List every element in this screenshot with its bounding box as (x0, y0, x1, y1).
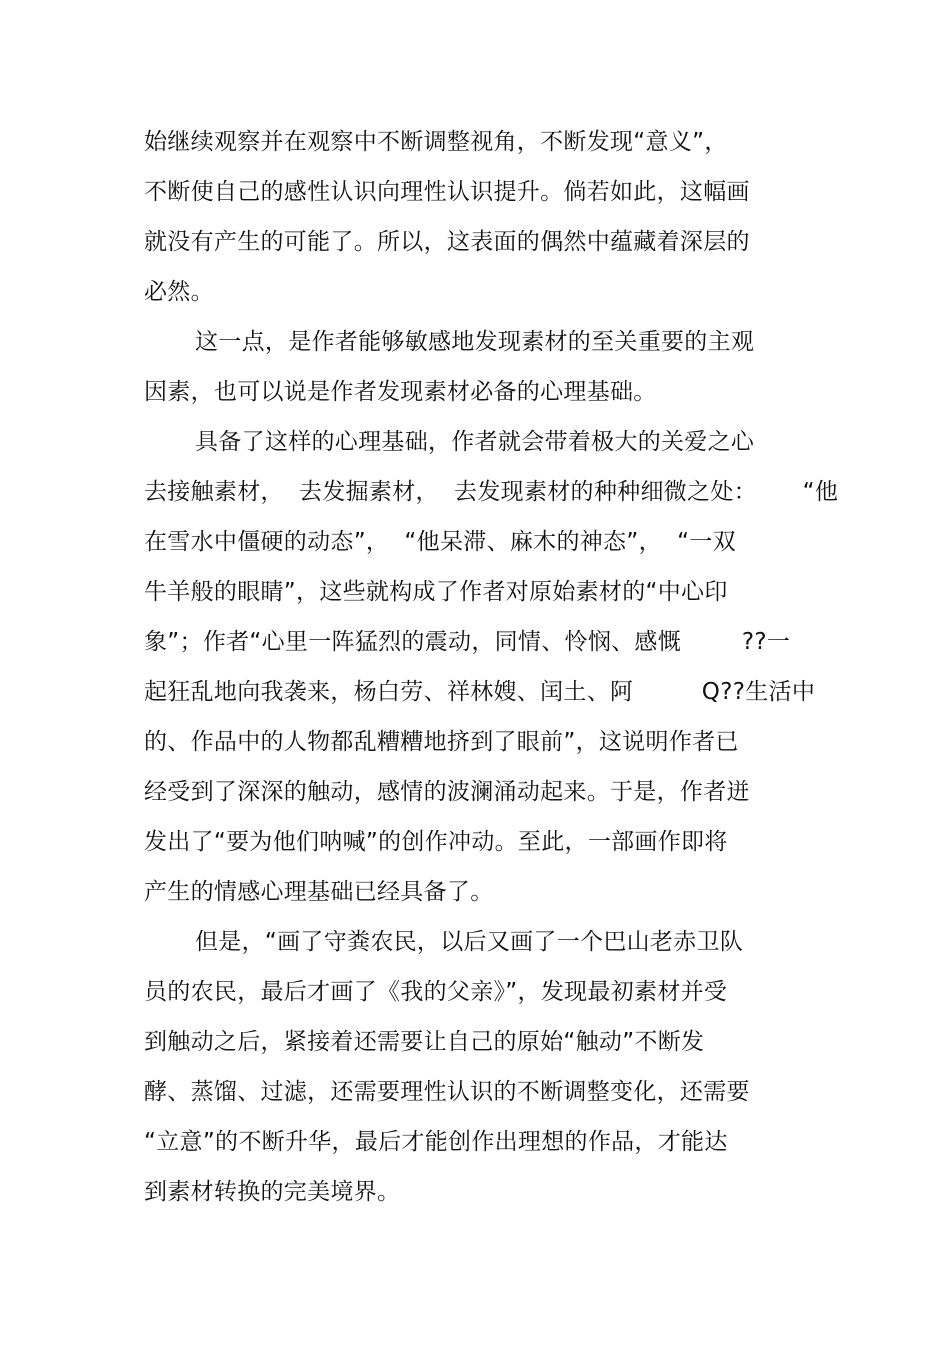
text-line: 起狂乱地向我袭来，杨白劳、祥林嫂、闰土、阿 Q??生活中 (144, 679, 816, 705)
text-line: 到触动之后，紧接着还需要让自己的原始“触动”不断发 (144, 1029, 705, 1055)
paragraph-first-line: 这一点，是作者能够敏感地发现素材的至关重要的主观 (195, 329, 755, 355)
text-line: 去接触素材， 去发掘素材， 去发现素材的种种细微之处： “他 (144, 479, 839, 505)
text-line: 的、作品中的人物都乱糟糟地挤到了眼前”，这说明作者已 (144, 729, 739, 755)
text-line: 象”；作者“心里一阵猛烈的震动，同情、怜悯、感慨 ??一 (144, 629, 791, 655)
text-line: 经受到了深深的触动，感情的波澜涌动起来。于是，作者迸 (144, 779, 750, 805)
text-line: 员的农民，最后才画了《我的父亲》”，发现最初素材并受 (144, 979, 728, 1005)
text-line: 因素，也可以说是作者发现素材必备的心理基础。 (144, 379, 657, 405)
paragraph-first-line: 具备了这样的心理基础，作者就会带着极大的关爱之心 (195, 429, 755, 455)
text-line: 酵、蒸馏、过滤，还需要理性认识的不断调整变化，还需要 (144, 1079, 750, 1105)
text-line: 不断使自己的感性认识向理性认识提升。倘若如此，这幅画 (144, 179, 750, 205)
text-line: 牛羊般的眼睛”，这些就构成了作者对原始素材的“中心印 (144, 579, 728, 605)
text-line: 发出了“要为他们呐喊”的创作冲动。至此，一部画作即将 (144, 829, 728, 855)
text-line: 到素材转换的完美境界。 (144, 1179, 401, 1205)
text-line: 必然。 (144, 279, 214, 305)
text-line: 在雪水中僵硬的动态”， “他呆滞、麻木的神态”， “一双 (144, 529, 736, 555)
text-line: 产生的情感心理基础已经具备了。 (144, 879, 494, 905)
paragraph-first-line: 但是，“画了守粪农民，以后又画了一个巴山老赤卫队 (195, 929, 744, 955)
text-line: “立意”的不断升华，最后才能创作出理想的作品，才能达 (144, 1129, 728, 1155)
text-line: 始继续观察并在观察中不断调整视角，不断发现“意义”， (144, 129, 728, 155)
text-line: 就没有产生的可能了。所以，这表面的偶然中蕴藏着深层的 (144, 229, 750, 255)
